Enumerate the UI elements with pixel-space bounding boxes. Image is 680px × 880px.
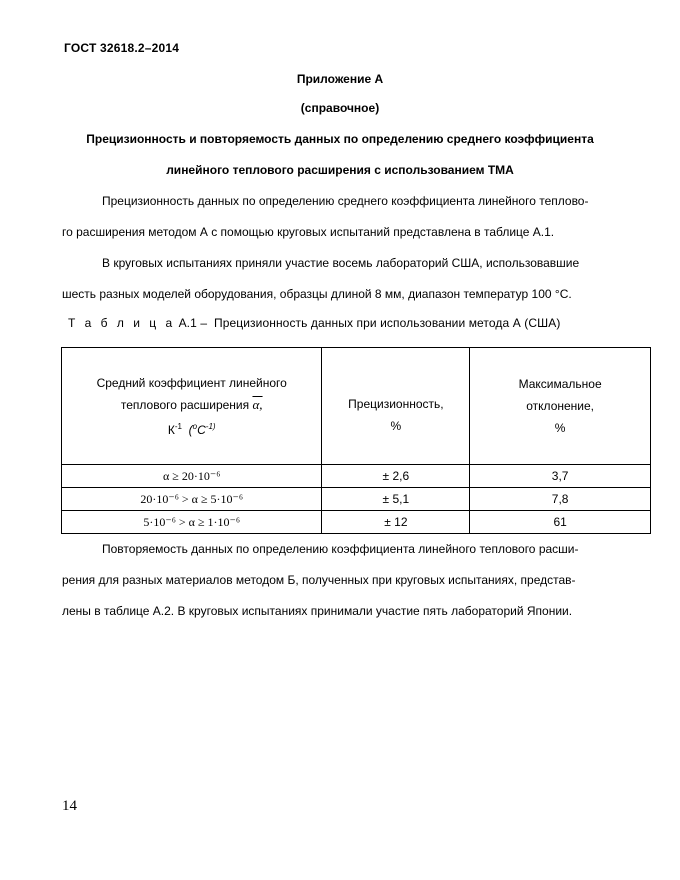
col1-header-line2 <box>62 394 321 416</box>
alpha-symbol: α, <box>252 396 263 412</box>
table-caption-label: Т а б л и ц а <box>68 316 176 330</box>
col1-header-text: теплового расширения <box>120 397 250 412</box>
col3-header <box>470 348 651 465</box>
precision-cell: ± 12 <box>322 511 470 534</box>
precision-table <box>61 347 651 534</box>
col3-header-line3: % <box>554 421 566 435</box>
col1-header <box>62 348 322 465</box>
col1-header-unit <box>62 416 321 441</box>
table-row <box>62 488 651 511</box>
col3-header-line1: Максимальное <box>518 377 602 391</box>
col1-header-line1: Средний коэффициент линейного <box>96 375 287 390</box>
deviation-cell: 61 <box>470 511 651 534</box>
table-header-row <box>62 348 651 465</box>
appendix-type: (справочное) <box>300 101 380 115</box>
col2-header-line2: % <box>390 419 402 433</box>
paragraph-1 <box>62 186 650 248</box>
range-cell: α ≥ 20·10⁻⁶ <box>62 465 322 488</box>
precision-cell: ± 5,1 <box>322 488 470 511</box>
range-cell: 5·10⁻⁶ > α ≥ 1·10⁻⁶ <box>62 511 322 534</box>
page-number: 14 <box>62 798 77 814</box>
deviation-cell: 3,7 <box>470 465 651 488</box>
table-caption-title: Прецизионность данных при использовании метода А (США) <box>213 316 561 330</box>
appendix-heading-line1: Прецизионность и повторяемость данных по определению среднего коэффициента <box>86 132 594 146</box>
unit-paren: ( <box>188 422 193 437</box>
deviation-cell: 7,8 <box>470 488 651 511</box>
table-caption-number: А.1 – <box>178 316 208 330</box>
unit-c-exp: -1) <box>205 421 216 431</box>
paragraph-3-line1: Повторяемость данных по определению коэффициента линейного теплового расши- <box>102 542 579 556</box>
appendix-heading-line2: линейного теплового расширения с использованием ТМА <box>166 163 514 177</box>
table-row <box>62 465 651 488</box>
unit-k-exp: -1 <box>174 421 182 431</box>
paragraph-3-line3: лены в таблице А.2. В круговых испытаниях принимали участие пять лабораторий Японии. <box>62 604 573 618</box>
unit-deg: о <box>192 421 198 431</box>
unit-c: С <box>197 422 206 437</box>
paragraph-1-line1: Прецизионность данных по определению среднего коэффициента линейного теплово- <box>102 194 589 208</box>
range-cell: 20·10⁻⁶ > α ≥ 5·10⁻⁶ <box>62 488 322 511</box>
paragraph-2 <box>62 248 650 310</box>
unit-k: К <box>167 422 175 437</box>
paragraph-3-line2: рения для разных материалов методом Б, полученных при круговых испытаниях, представ- <box>62 573 576 587</box>
document-header: ГОСТ 32618.2–2014 <box>64 41 180 55</box>
appendix-title: Приложение А <box>296 72 384 86</box>
paragraph-3 <box>62 534 650 627</box>
col2-header-line1: Прецизионность, <box>348 397 444 411</box>
paragraph-2-line2: шесть разных моделей оборудования, образцы длиной 8 мм, диапазон температур 100 °С. <box>62 287 572 301</box>
table-row <box>62 511 651 534</box>
table-caption <box>68 316 560 330</box>
col2-header <box>322 348 470 465</box>
col3-header-line2: отклонение, <box>526 399 595 413</box>
paragraph-2-line1: В круговых испытаниях приняли участие восемь лабораторий США, использовавшие <box>102 256 580 270</box>
precision-cell: ± 2,6 <box>322 465 470 488</box>
paragraph-1-line2: го расширения методом А с помощью круговых испытаний представлена в таблице А.1. <box>62 225 555 239</box>
